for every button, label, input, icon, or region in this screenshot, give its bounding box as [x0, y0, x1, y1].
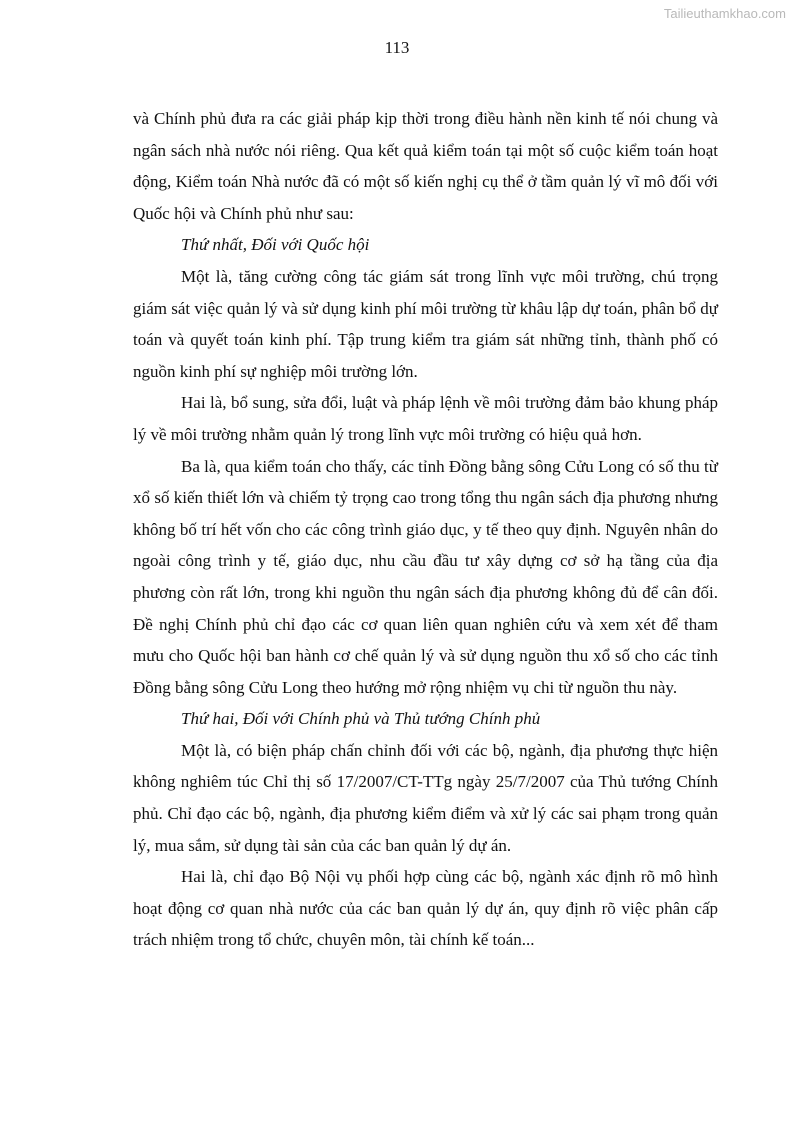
paragraph-third-recommendation: Ba là, qua kiểm toán cho thấy, các tỉnh Đồng bằng sông Cửu Long có số thu từ xổ số kiến thiết lớn và chiếm tỷ trọng cao trong tổng thu ngân sách địa phương nhưng không bố trí hết vốn cho các công trình giáo dục, y tế theo quy định. Nguyên nhân do ngoài công trình y tế, giáo dục, nhu cầu đầu tư xây dựng cơ sở hạ tầng của địa phương còn rất lớn, trong khi nguồn thu ngân sách địa phương không đủ để cân đối. Đề nghị Chính phủ chỉ đạo các cơ quan liên quan nghiên cứu và xem xét để tham mưu cho Quốc hội ban hành cơ chế quản lý và sử dụng nguồn thu xổ số cho các tỉnh Đồng bằng sông Cửu Long theo hướng mở rộng nhiệm vụ chi từ nguồn thu này.	[133, 456, 718, 697]
page-number: 113	[384, 38, 410, 57]
watermark: Tailieuthamkhao.com	[663, 6, 786, 21]
paragraph-government-second: Hai là, chỉ đạo Bộ Nội vụ phối hợp cùng các bộ, ngành xác định rõ mô hình hoạt động cơ quan nhà nước của các ban quản lý dự án, quy định rõ việc phân cấp trách nhiệm trong tổ chức, chuyên môn, tài chính kế toán...	[133, 867, 718, 950]
document-body	[133, 103, 718, 956]
section-heading-government: Thứ hai, Đối với Chính phủ và Thủ tướng Chính phủ	[181, 709, 541, 729]
paragraph-second-recommendation: Hai là, bổ sung, sửa đổi, luật và pháp lệnh về môi trường đảm bảo khung pháp lý về môi trường nhằm quản lý trong lĩnh vực môi trường có hiệu quả hơn.	[133, 393, 718, 444]
paragraph-first-recommendation: Một là, tăng cường công tác giám sát trong lĩnh vực môi trường, chú trọng giám sát việc quản lý và sử dụng kinh phí môi trường từ khâu lập dự toán, phân bổ dự toán và quyết toán kinh phí. Tập trung kiểm tra giám sát những tỉnh, thành phố có nguồn kinh phí sự nghiệp môi trường lớn.	[133, 266, 718, 381]
paragraph-intro-continuation: và Chính phủ đưa ra các giải pháp kịp thời trong điều hành nền kinh tế nói chung và ngân sách nhà nước nói riêng. Qua kết quả kiểm toán tại một số cuộc kiểm toán hoạt động, Kiểm toán Nhà nước đã có một số kiến nghị cụ thể ở tầm quản lý vĩ mô đối với Quốc hội và Chính phủ như sau:	[133, 109, 718, 223]
paragraph-government-first: Một là, có biện pháp chấn chỉnh đối với các bộ, ngành, địa phương thực hiện không nghiêm túc Chỉ thị số 17/2007/CT-TTg ngày 25/7/2007 của Thủ tướng Chính phủ. Chỉ đạo các bộ, ngành, địa phương kiểm điểm và xử lý các sai phạm trong quản lý, mua sắm, sử dụng tài sản của các ban quản lý dự án.	[133, 740, 718, 855]
section-heading-national-assembly: Thứ nhất, Đối với Quốc hội	[181, 235, 370, 255]
